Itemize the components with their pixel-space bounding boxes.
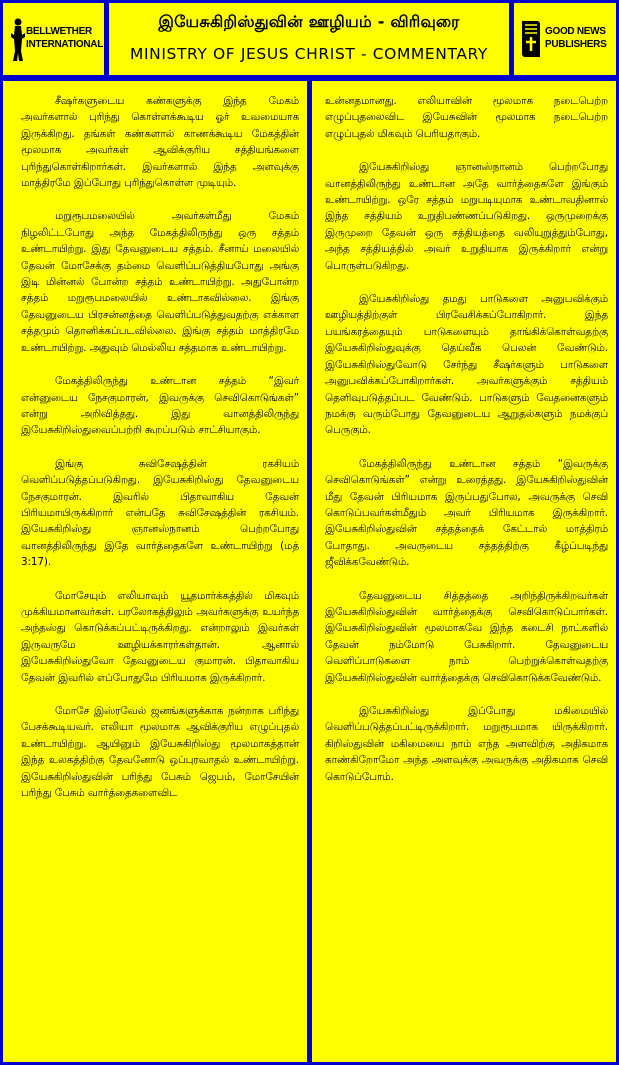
paragraph: இயேசுகிறிஸ்து இப்போது மகிமையில் வெளிப்படுத்தப்பட்டிருக்கிறார். மறுரூபமாக யிருக்கிறார். கிறிஸ்துவின் மகிமையை நாம் எந்த அளவிற்கு அதிகமாக காண்கிறோமோ அந்த அளவுக்கு அவருக்கு அதிகமாக செவி கொடுப்போம். xyxy=(325,705,608,783)
paragraph: மோசேயும் எலியாவும் யூதமார்க்கத்தில் மிகவும் முக்கியமானவர்கள். பரலோகத்திலும் அவர்களுக்கு உயர்ந்த அந்தஸ்து கொடுக்கப்பட்டிருக்கிறது. என்றாலும் இவர்கள் இருவருமே ஊழியக்காரர்கள்தான். ஆனால் இயேசுகிறிஸ்துவோ தேவனுடைய குமாரன். பிதாவாகிய தேவன் இவரில் எப்போதுமே பிரியமாக இருக்கிறார். xyxy=(21,589,299,684)
good-news-logo-text: GOOD NEWS PUBLISHERS xyxy=(545,26,607,50)
title-box xyxy=(109,3,509,75)
page-title-english: MINISTRY OF JESUS CHRIST - COMMENTARY xyxy=(130,45,488,63)
paragraph: இயேசுகிறிஸ்து தமது பாடுகளை அனுபவிக்கும் ஊழியத்திற்குள் பிரவேசிக்கப்போகிறார். இந்த பயங்கரத்தையும் பாடுகளையும் தாங்கிக்கொள்வதற்கு இயேசுகிறிஸ்துவுக்கு தெய்வீக பெலன் வேண்டும். இயேசுகிறிஸ்துவோடு சேர்ந்து சீஷர்களும் பாடுகளை அனுபவிக்கப்போகிறார்கள். அவர்களுக்கும் சத்தியம் தெளிவுபடுத்தப்பட வேண்டும். பாடுகளும் வேதனைகளும் நமக்கு வரும்போது தேவனுடைய ஆறுதல்களும் நமக்குப் பெருகும். xyxy=(325,293,608,437)
paragraph: மேகத்திலிருந்து உண்டான சத்தம் “இவருக்கு செவிகொடுங்கள்” என்று உரைத்தது. இயேசுகிறிஸ்துவின் மீது தேவன் பிரியமாக இருப்பதுபோல, அவருக்கு செவி கொடுப்பவர்கள்மீதும் அவர் பிரியமாக இருக்கிறார். இயேசுகிறிஸ்துவின் சத்தத்தைக் கேட்டால் மாத்திரம் போதாது. அவருடைய சத்தத்திற்கு கீழ்ப்படிந்து ஜீவிக்கவேண்டும். xyxy=(325,457,608,569)
paragraph: இயேசுகிறிஸ்து ஞானஸ்நானம் பெற்றபோது வானத்திலிருந்து உண்டான அதே வார்த்தைகளே இங்கும் உண்டாயிற்று. ஒரே சத்தம் மறுபடியுமாக உண்டாவதினால் இந்த சத்தியம் உறுதிபண்ணப்படுகிறது. ஒருமுறைக்கு இருமுறை தேவன் ஒரு சத்தியத்தை வலியுறுத்தும்போது, அந்த சத்தியத்தில் அவர் உறுதியாக இருக்கிறார் என்று பொருள்படுகிறது. xyxy=(325,161,608,272)
paragraph: இங்கு சுவிசேஷத்தின் ரகசியம் வெளிப்படுத்தப்படுகிறது. இயேசுகிறிஸ்து தேவனுடைய நேசகுமாரன். இவரில் பிதாவாகிய தேவன் பிரியமாயிருக்கிறார் என்பதே சுவிசேஷத்தின் ரகசியம். இயேசுகிறிஸ்து ஞானஸ்நானம் பெற்றபோது வானத்திலிருந்து இதே வார்த்தைகளே உண்டாயிற்று (மத் 3:17). xyxy=(21,457,299,569)
page-title-tamil: இயேசுகிறிஸ்துவின் ஊழியம் - விரிவுரை xyxy=(158,12,460,31)
bellwether-logo-text: BELLWETHER INTERNATIONAL xyxy=(26,26,104,50)
left-column xyxy=(3,81,307,1062)
book-logo-icon xyxy=(518,17,544,63)
right-column xyxy=(312,81,616,1062)
good-news-logo xyxy=(514,3,616,75)
paragraph: மறுரூபமலையில் அவர்கள்மீது மேகம் நிழலிட்டபோது அந்த மேகத்திலிருந்து ஒரு சத்தம் உண்டாயிற்று. இது தேவனுடைய சத்தம். சீனாய் மலையில் தேவன் மோசேக்கு தம்மை வெளிப்படுத்தியபோது அங்கு இடி மின்னல் போன்ற சத்தம் உண்டாயிற்று. அதுபோன்ற சத்தம் மறுரூபமலையில் உண்டாகவில்லை. இங்கு தேவனுடைய பிரசன்னத்தை வெளிப்படுத்துவதற்கு எக்காள சத்தமும் தொனிக்கப்படவில்லை. இங்கு சத்தம் மாத்திரமே உண்டாயிற்று. அதுவும் மெல்லிய சத்தமாக உண்டாயிற்று. xyxy=(21,210,299,354)
paragraph: உன்னதமானது. எலியாவின் மூலமாக நடைபெற்ற எழுப்புதலைவிட இயேசுவின் மூலமாக நடைபெற்ற எழுப்புதல் மிகவும் பெரியதாகும். xyxy=(325,95,608,140)
paragraph: சீஷர்களுடைய கண்களுக்கு இந்த மேகம் அவர்களால் புரிந்து கொள்ளக்கூடிய ஓர் உவமையாக இருக்கிறது. தங்கள் கண்களால் காணக்கூடிய மேகத்தின் மூலமாக அவர்கள் ஆவிக்குரிய சத்தியங்களை புரிந்துகொள்கிறார்கள். இவர்களால் இந்த அளவுக்கு மாத்திரமே இப்போது புரிந்துகொள்ள முடியும். xyxy=(21,95,299,190)
bellwether-logo xyxy=(3,3,104,75)
paragraph: மோசே இஸ்ரவேல் ஜனங்களுக்காக நன்றாக பரிந்து பேசக்கூடியவர். எலியா மூலமாக ஆவிக்குரிய எழுப்புதல் உண்டாயிற்று. ஆயினும் இயேசுகிறிஸ்து மூலமாகத்தான் இந்த உலகத்திற்கு தேவனோடு ஒப்புரவாதல் உண்டாயிற்று. இயேசுகிறிஸ்துவின் பரிந்து பேசும் ஜெபம், மோசேயின் பரிந்து பேசும் வார்த்தைகளைவிட xyxy=(21,705,299,800)
paragraph: தேவனுடைய சித்தத்தை அறிந்திருக்கிறவர்கள் இயேசுகிறிஸ்துவின் வார்த்தைக்கு செவிகொடுப்பார்கள். இயேசுகிறிஸ்துவின் மூலமாகவே இந்த கடைசி நாட்களில் தேவன் நம்மோடு பேசுகிறார். தேவனுடைய வெளிப்பாடுகளை நாம் பெற்றுக்கொள்வதற்கு இயேசுகிறிஸ்துவின் வார்த்தைக்கு செவிகொடுக்கவேண்டும். xyxy=(325,589,608,684)
paragraph: மேகத்திலிருந்து உண்டான சத்தம் “இவர் என்னுடைய நேசகுமாரன், இவருக்கு செவிகொடுங்கள்” என்று அறிவித்தது. இது வானத்திலிருந்து இயேசுகிறிஸ்துவைப்பற்றி கூறப்படும் சாட்சியாகும். xyxy=(21,375,299,437)
